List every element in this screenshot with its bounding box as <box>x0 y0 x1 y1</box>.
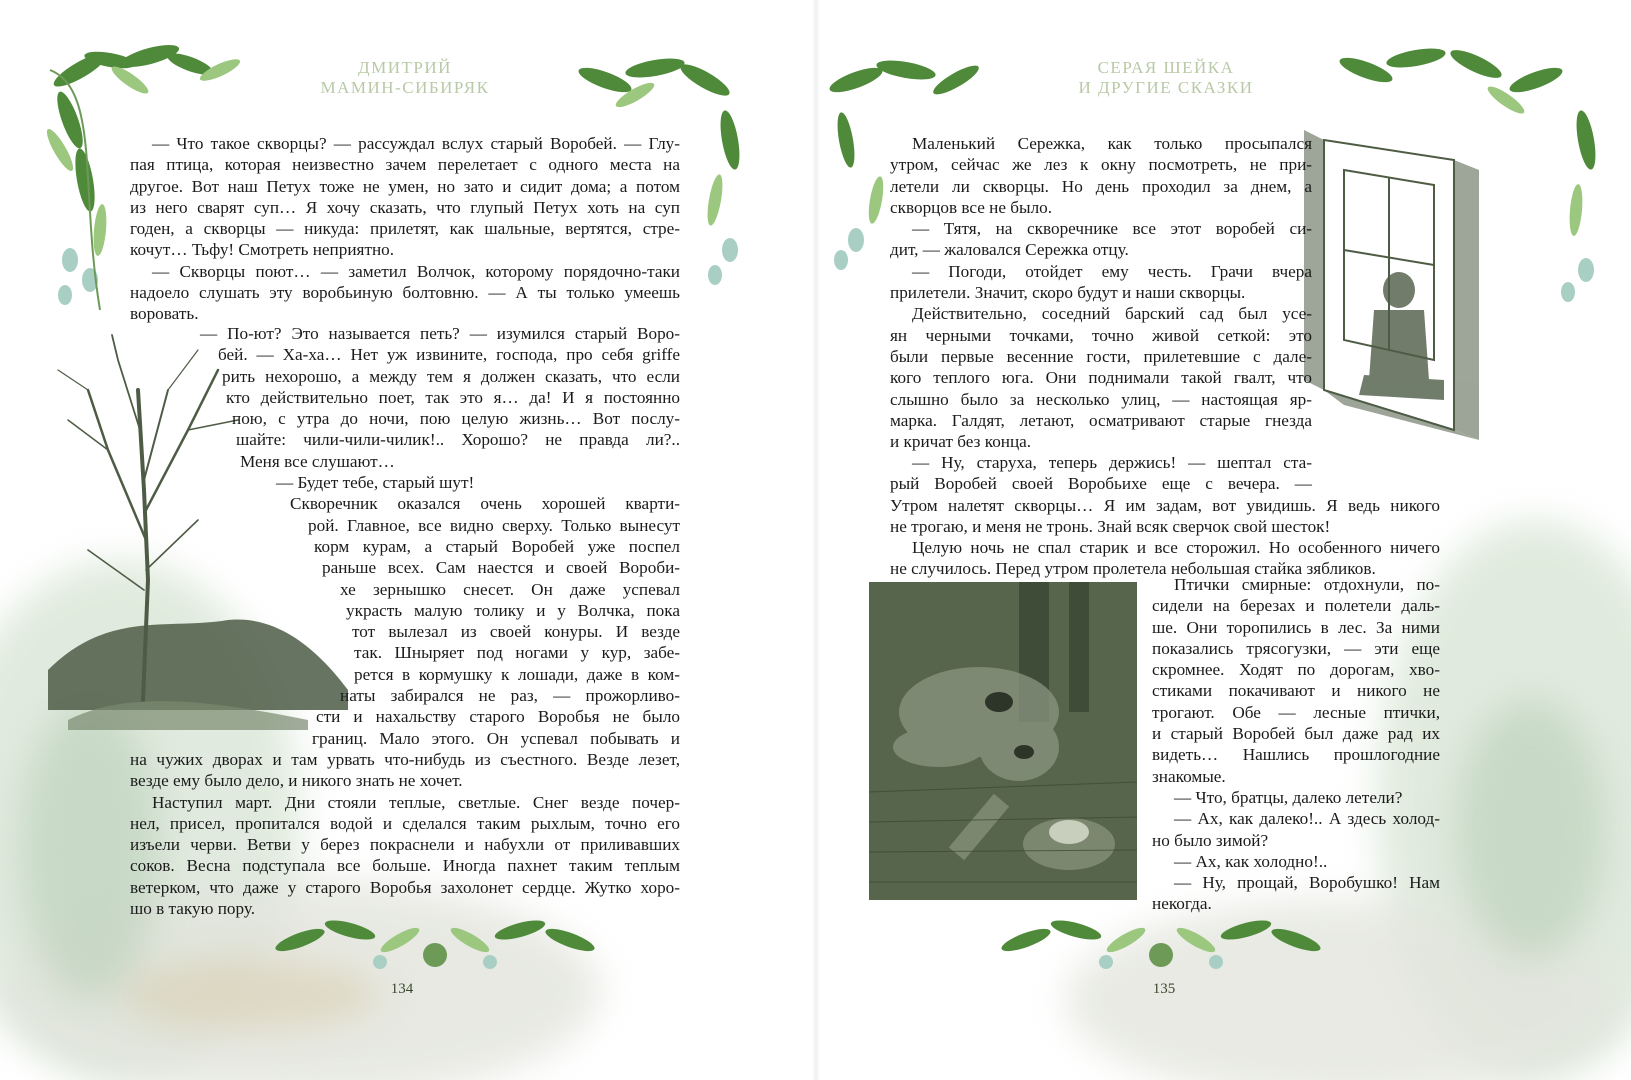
text-line: кто действительно поет, так это я… да! И я постоянно <box>226 387 680 407</box>
running-head-line: МАМИН-СИБИРЯК <box>320 78 490 97</box>
text-line: — Ах, как далеко!.. А здесь холод- <box>1174 809 1440 829</box>
text-line: скворцов все не было. <box>890 197 1053 217</box>
text-line: надоело слушать эту воробьиную болтовню. — А ты только умеешь <box>130 283 680 303</box>
left-page <box>0 0 815 1080</box>
text-line: слышно было за несколько улиц, — настоящая яр- <box>890 389 1312 409</box>
text-block-bottom <box>130 749 680 919</box>
leaf-garland-bottom <box>270 900 600 990</box>
text-line: годен, а скворцы — никуда: прилетят, как шальные, вертятся, стре- <box>130 219 680 239</box>
text-line: не трогаю, и меня не тронь. Знай всяк сверчок свой шесток! <box>890 516 1331 536</box>
text-line: ян черными точками, точно живой сеткой: это <box>890 325 1312 345</box>
text-line: корм курам, а старый Воробей уже поспел <box>314 536 680 556</box>
text-line: Целую ночь не спал старик и все сторожил. Но особенного ничего <box>912 538 1440 558</box>
text-line: сидели на березах и полетели даль- <box>1152 596 1440 616</box>
text-line: наты забирался не раз, — прожорливо- <box>340 686 680 706</box>
text-line: но было зимой? <box>1152 830 1269 850</box>
text-line: Маленький Сережка, как только просыпался <box>912 134 1312 153</box>
text-line: соков. Весна подступала все больше. Иногда пахнет таким теплым <box>130 856 680 876</box>
text-line: — Погоди, отойдет ему честь. Грачи вчера <box>912 261 1312 281</box>
text-line: из него сварят суп… Я хочу сказать, что глупый Петух хоть на суп <box>130 197 680 217</box>
text-block-top <box>890 133 1312 452</box>
text-line: сти и нахальству старого Воробья не было <box>316 707 680 727</box>
text-line: так. Шныряет под ногами у кур, забе- <box>354 643 680 663</box>
text-line: рется в кормушку к лошади, даже в ком- <box>354 664 680 684</box>
text-line: изъели черви. Ветви у берез покраснели и набухли от приливавших <box>130 835 680 855</box>
text-line: Меня все слушают… <box>240 451 395 471</box>
text-line: летели ли скворцы. Но день проходил за днем, а <box>890 176 1312 196</box>
text-line: видеть… Нашлись прошлогодние <box>1152 745 1440 765</box>
text-block-side <box>1152 574 1440 915</box>
text-line: кого теплого юга. Они поднимали такой гвалт, что <box>890 368 1312 388</box>
text-line: показались трясогузки, — эти еще <box>1152 638 1440 658</box>
running-head-line: И ДРУГИЕ СКАЗКИ <box>1078 78 1254 97</box>
text-line: и старый Воробей был даже рад их <box>1152 724 1440 744</box>
text-line: — Будет тебе, старый шут! <box>276 473 475 493</box>
text-line: не случилось. Перед утром пролетела небольшая стайка зябликов. <box>890 559 1376 579</box>
text-line: трогают. Обе — лесные птички, <box>1152 702 1440 722</box>
text-line: — Ах, как холодно!.. <box>1174 851 1328 871</box>
text-line: хе зернышко снесет. Он даже успевал <box>340 579 680 599</box>
text-line: везде ему было дело, и никого знать не хочет. <box>130 771 463 791</box>
text-line: — Что, братцы, далеко летели? <box>1174 787 1403 807</box>
right-page <box>816 0 1631 1080</box>
page-number: 134 <box>390 981 414 997</box>
text-line: Действительно, соседний барский сад был усе- <box>912 304 1312 324</box>
text-line: — Тятя, на скворечнике все этот воробей си- <box>912 219 1312 239</box>
text-block-top <box>130 133 680 325</box>
text-line: — Что такое скворцы? — рассуждал вслух старый Воробей. — Глу- <box>152 134 680 153</box>
leaf-garland-bottom <box>996 900 1326 990</box>
text-line: пая птица, которая неизвестно зачем перелетает с одного места на <box>130 155 680 175</box>
text-line: Наступил март. Дни стояли теплые, светлые. Снег везде почер- <box>152 792 680 812</box>
text-line: рой. Главное, все видно сверху. Только вынесут <box>308 515 680 535</box>
text-line: — Ну, прощай, Воробушко! Нам <box>1174 873 1440 893</box>
running-head-author <box>280 58 530 98</box>
page-number: 135 <box>1152 981 1176 997</box>
text-line: — Ну, старуха, теперь держись! — шептал ста- <box>912 453 1312 472</box>
text-line: Утром налетят скворцы… Я им задам, вот увидишь. Я ведь никого <box>890 495 1440 515</box>
text-line: тот вылезал из своей конуры. И везде <box>352 622 680 642</box>
text-line: воровать. <box>130 304 199 324</box>
text-line: ветерком, что даже у старого Воробья захолонет сердце. Жутко хоро- <box>130 877 680 897</box>
text-line: и кричат без конца. <box>890 432 1032 452</box>
text-line: другое. Вот наш Петух тоже не умен, но зато и сидит дома; а потом <box>130 176 680 196</box>
text-line: некогда. <box>1152 894 1212 914</box>
running-head-line: СЕРАЯ ШЕЙКА <box>1097 58 1235 77</box>
text-line: раньше всех. Сам наестся и своей Вороби- <box>322 558 680 578</box>
text-line: — По-ют? Это называется петь? — изумился старый Воро- <box>200 324 680 343</box>
text-line: нел, присел, пропитался водой и сделался таким рыхлым, точно его <box>130 813 680 833</box>
text-line: рый Воробей своей Воробьихе еще с вечера. — <box>890 474 1312 494</box>
text-line: утром, сейчас же лез к окну посмотреть, не при- <box>890 155 1312 175</box>
text-line: рить нехорошо, а между тем я должен сказать, что если <box>222 366 680 386</box>
text-line: Скворечник оказался очень хорошей кварти- <box>290 494 680 514</box>
text-line: украсть малую толику и у Волчка, пока <box>346 600 680 620</box>
text-line: были первые весенние гости, прилетевшие с дале- <box>890 346 1312 366</box>
text-block-wrapped <box>0 323 680 749</box>
text-line: бей. — Ха-ха… Нет уж извините, господа, про себя griffe <box>218 345 680 365</box>
running-head-line: ДМИТРИЙ <box>358 58 452 77</box>
text-line: ше. Они торопились в лес. За ними <box>1152 617 1440 637</box>
dog-engraving <box>869 582 1137 900</box>
text-line: кочут… Тьфу! Смотреть неприятно. <box>130 240 395 260</box>
text-line: пою, с утра до ночи, пою целую жизнь… Вот послу- <box>232 409 680 429</box>
text-line: на чужих дворах и там урвать что-нибудь из съестного. Везде лезет, <box>130 750 680 769</box>
text-line: — Скворцы поют… — заметил Волчок, которому порядочно-таки <box>152 261 680 281</box>
text-line: шайте: чили-чили-чилик!.. Хорошо? не правда ли?.. <box>236 430 680 450</box>
text-line: границ. Мало этого. Он успевал побывать и <box>312 728 680 748</box>
text-line: стиками покачивают и никого не <box>1152 681 1440 701</box>
text-line: Птички смирные: отдохнули, по- <box>1174 575 1440 594</box>
boy-at-window-engraving <box>1304 130 1484 460</box>
text-line: прилетели. Значит, скоро будут и наши скворцы. <box>890 283 1246 303</box>
text-line: дит, — жаловался Сережка отцу. <box>890 240 1129 260</box>
text-line: марка. Галдят, летают, осматривают старые гнезда <box>890 410 1312 430</box>
watercolor-wash <box>1456 700 1606 960</box>
text-line: знакомые. <box>1152 766 1226 786</box>
text-line: шо в такую пору. <box>130 899 256 919</box>
text-block-middle <box>890 452 1440 580</box>
text-line: скромнее. Ходят по дорогам, хво- <box>1152 660 1440 680</box>
running-head-title <box>1066 58 1266 98</box>
